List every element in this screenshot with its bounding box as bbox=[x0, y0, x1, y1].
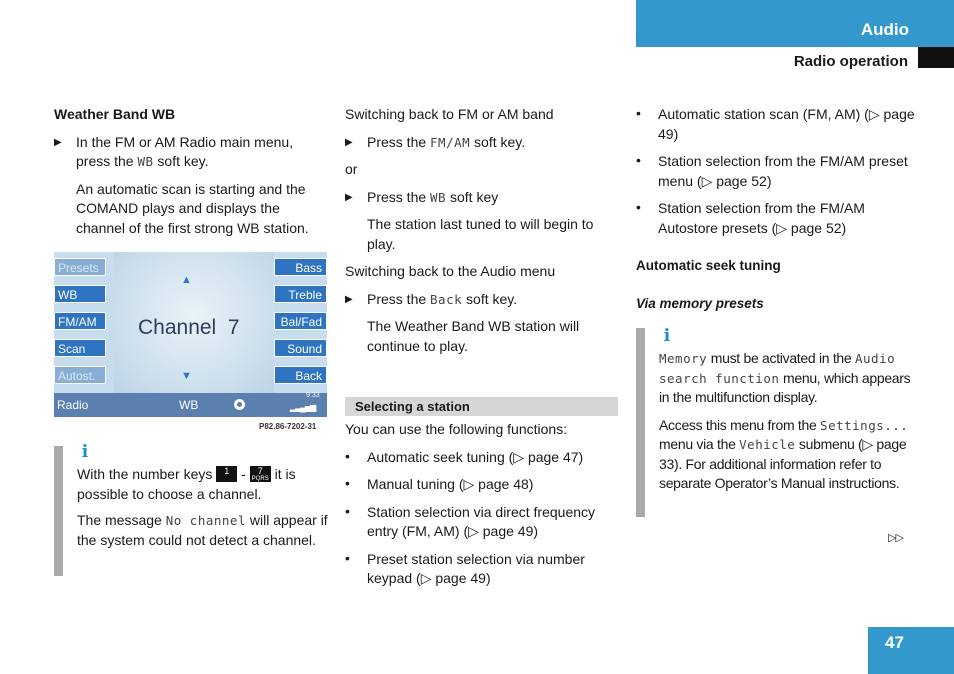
up-arrow-icon: ▲ bbox=[181, 274, 192, 286]
section-title: Radio operation bbox=[793, 53, 908, 70]
arrow-icon: ▶ bbox=[54, 136, 62, 148]
info-icon: i bbox=[81, 442, 89, 462]
switch-fm-am-title: Switching back to FM or AM band bbox=[345, 106, 554, 122]
screen-btn-wb: WB bbox=[54, 285, 106, 303]
heading-weather-band: Weather Band WB bbox=[54, 106, 176, 122]
list-item: • Station selection from the FM/AM preset menu (▷ page 52) bbox=[636, 152, 908, 189]
functions-list bbox=[345, 420, 617, 589]
status-band: WB bbox=[179, 398, 199, 412]
list-item: • Automatic station scan (FM, AM) (▷ page 49) bbox=[636, 105, 915, 142]
step-press-back: ▶ Press the Back soft key. The Weather Band WB station will continue to play. bbox=[345, 290, 580, 354]
screen-btn-bass: Bass bbox=[274, 258, 327, 276]
key-1: 1 bbox=[216, 466, 237, 482]
screen-btn-fmam: FM/AM bbox=[54, 312, 106, 330]
screen-status-bar bbox=[54, 393, 327, 417]
list-item: • Station selection via direct frequency entry (FM, AM) (▷ page 49) bbox=[345, 502, 596, 539]
column-1 bbox=[54, 105, 329, 238]
note-bar bbox=[636, 328, 645, 517]
status-time: 9:33 bbox=[306, 392, 320, 399]
list-item: • Automatic seek tuning (▷ page 47) bbox=[345, 447, 584, 465]
note-memory: i Memory must be activated in the Audio search function menu, which appears in the multifunction display. Access this menu from the Settings... menu via the Vehicle submenu (▷ page 33). For additional information refer to separate Operator’s Manual instructions. bbox=[659, 326, 911, 491]
note-number-keys: i With the number keys 1 - 7 PQRS it is possible to choose a channel. The message No channel will appear if the system could not detect a channel. bbox=[77, 442, 328, 548]
screen-btn-scan: Scan bbox=[54, 339, 106, 357]
softkey-wb: WB bbox=[430, 189, 447, 205]
note-bar bbox=[54, 446, 63, 576]
arrow-icon: ▶ bbox=[345, 293, 353, 305]
key-7: 7 PQRS bbox=[251, 466, 269, 483]
figure-code: P82.86-7202-31 bbox=[259, 422, 317, 431]
step-press-wb-2: ▶ Press the WB soft key The station last tuned to will begin to play. bbox=[345, 188, 594, 252]
screen-btn-presets: Presets bbox=[54, 258, 106, 276]
screen-btn-balfad: Bal/Fad bbox=[274, 312, 327, 330]
section-selecting-station: Selecting a station bbox=[355, 399, 470, 414]
screen-btn-back: Back bbox=[274, 366, 327, 384]
softkey-back: Back bbox=[430, 291, 463, 307]
heading-automatic-seek: Automatic seek tuning bbox=[636, 258, 781, 273]
step-press-fmam: ▶ Press the FM/AM soft key. bbox=[345, 133, 615, 153]
info-icon: i bbox=[663, 326, 671, 346]
page-number: 47 bbox=[868, 627, 954, 674]
subheading-memory-presets: Via memory presets bbox=[636, 295, 764, 311]
list-item: • Preset station selection via number keypad (▷ page 49) bbox=[345, 549, 585, 586]
softkey-wb: WB bbox=[137, 154, 154, 169]
continue-arrows-icon: ▷▷ bbox=[888, 532, 903, 544]
or-text: or bbox=[345, 161, 358, 177]
message-no-channel: No channel bbox=[165, 513, 246, 528]
arrow-icon: ▶ bbox=[345, 191, 353, 203]
softkey-fmam: FM/AM bbox=[430, 134, 471, 150]
column-3 bbox=[636, 105, 916, 313]
step-press-wb: ▶ In the FM or AM Radio main menu, press the WB soft key. An automatic scan is starting and the COMAND plays and displays the channel of the first strong WB station. bbox=[54, 133, 329, 239]
channel-display: Channel 7 bbox=[138, 316, 240, 339]
list-item: • Manual tuning (▷ page 48) bbox=[345, 475, 534, 492]
arrow-icon: ▶ bbox=[345, 136, 353, 148]
screen-btn-treble: Treble bbox=[274, 285, 327, 303]
header-marker bbox=[918, 47, 954, 68]
signal-strength-icon: ▂▃▄▅▆ bbox=[290, 403, 316, 412]
list-item: • Station selection from the FM/AM Autostore presets (▷ page 52) bbox=[636, 199, 865, 236]
status-radio: Radio bbox=[57, 398, 89, 412]
radio-screen-image bbox=[54, 252, 327, 417]
screen-btn-autost: Autost. bbox=[54, 366, 106, 384]
scan-description: An automatic scan is starting and the COMAND plays and displays the channel of the first strong WB station. bbox=[76, 180, 309, 236]
functions-intro: You can use the following functions: bbox=[345, 421, 568, 437]
down-arrow-icon: ▼ bbox=[181, 370, 192, 382]
screen-btn-sound: Sound bbox=[274, 339, 327, 357]
switch-audio-title: Switching back to the Audio menu bbox=[345, 263, 556, 279]
column-2 bbox=[345, 105, 615, 356]
record-icon bbox=[234, 399, 245, 410]
chapter-title: Audio bbox=[860, 20, 909, 39]
